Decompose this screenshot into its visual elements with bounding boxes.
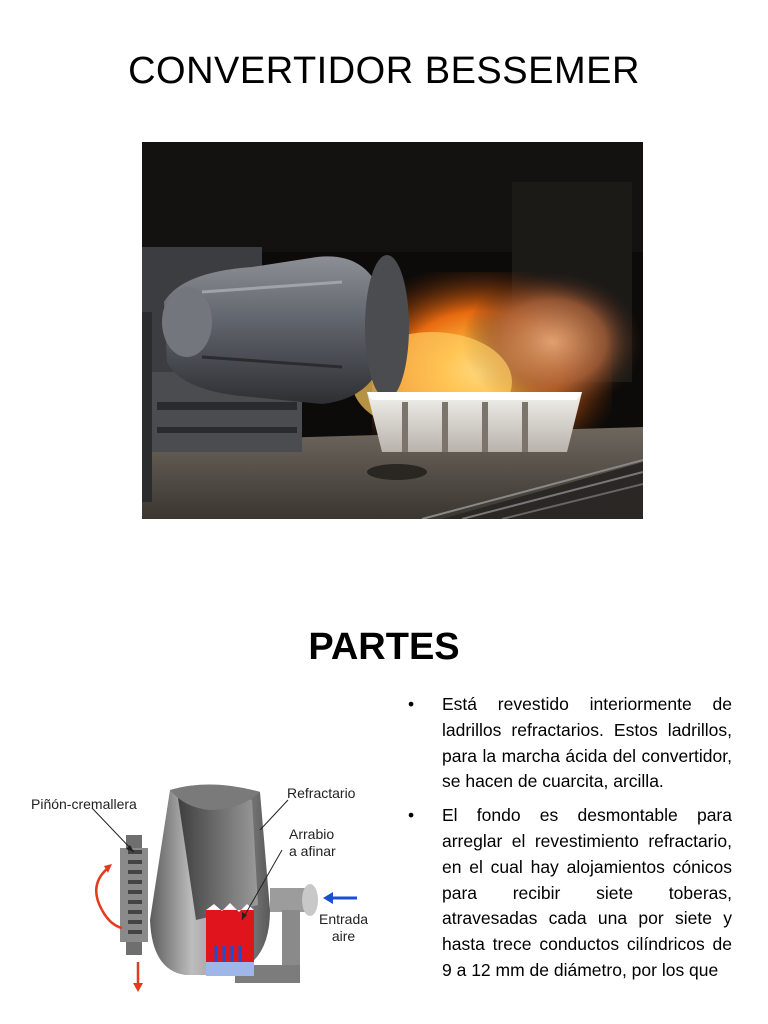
rack-teeth (128, 850, 142, 934)
label-arrabio (289, 826, 336, 860)
molten-iron (206, 910, 254, 962)
label-entrada-line1: Entrada (319, 911, 369, 927)
slide-title: CONVERTIDOR BESSEMER (128, 50, 640, 92)
bessemer-converter-photo (142, 142, 643, 519)
label-entrada-aire (319, 911, 368, 945)
label-entrada-line2: aire (331, 928, 356, 944)
bullet-list (402, 692, 732, 992)
bullet-text: El fondo es desmontable para arreglar el revestimiento refractario, en el cual hay alojamientos cónicos para recibir siete toberas, atravesadas cada una por siete y hasta trece conductos cilíndricos de 9 a 12 mm de diámetro, por los que (442, 805, 732, 980)
bullet-dot: • (408, 694, 415, 714)
label-refractario: Refractario (287, 785, 356, 801)
bullet-text: Está revestido interiormente de ladrillos refractarios. Estos ladrillos, para la marcha ácida del convertidor, se hacen de cuarcita, arcilla. (442, 694, 732, 792)
bullet-item (402, 692, 732, 795)
bullet-item (402, 803, 732, 984)
bullet-dot: • (408, 805, 415, 826)
label-pinon-cremallera: Piñón-cremallera (31, 796, 137, 812)
converter-diagram (20, 770, 380, 1024)
section-title: PARTES (308, 626, 460, 668)
label-arrabio-line2: a afinar (289, 843, 336, 859)
label-arrabio-line1: Arrabio (289, 826, 335, 842)
